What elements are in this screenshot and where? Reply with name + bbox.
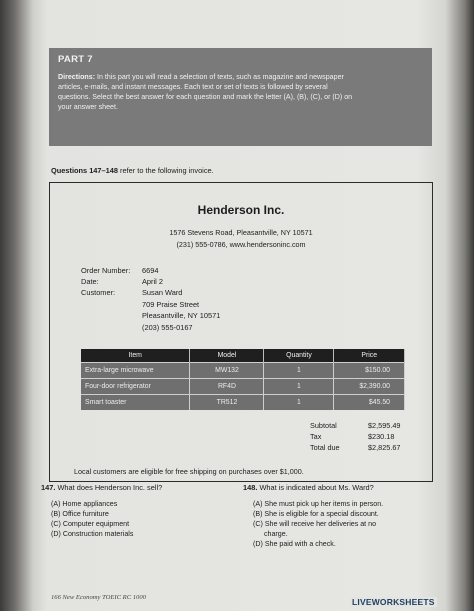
- subtotal-label: Subtotal: [310, 421, 337, 430]
- question-147-text: What does Henderson Inc. sell?: [55, 483, 163, 492]
- shipping-note: Local customers are eligible for free shipping on purchases over $1,000.: [74, 467, 304, 476]
- model-cell: RF4D: [190, 379, 264, 395]
- table-row: [81, 379, 405, 395]
- model-cell: TR512: [190, 395, 264, 411]
- q148-option-d[interactable]: (D) She paid with a check.: [253, 540, 336, 548]
- model-cell: MW132: [190, 363, 264, 379]
- customer-street: 709 Praise Street: [142, 300, 200, 309]
- price-cell: $150.00: [334, 363, 405, 379]
- directions-line-4: your answer sheet.: [58, 103, 118, 111]
- part-title: PART 7: [58, 54, 93, 65]
- liveworksheets-logo: LIVEWORKSHEETS: [352, 597, 435, 607]
- company-contact: (231) 555-0786, www.hendersoninc.com: [176, 240, 306, 249]
- page-footer: 166 New Economy TOEIC RC 1000: [51, 594, 146, 601]
- directions-label: Directions:: [58, 73, 96, 81]
- subtotal-value: $2,595.49: [368, 421, 401, 430]
- column-header-quantity: Quantity: [264, 349, 334, 363]
- invoice-items-table: [81, 349, 405, 410]
- question-147-number: 147.: [41, 483, 56, 492]
- item-cell: Smart toaster: [81, 395, 190, 411]
- q147-option-d[interactable]: (D) Construction materials: [51, 530, 134, 538]
- item-cell: Four-door refrigerator: [81, 379, 190, 395]
- question-148-number: 148.: [243, 483, 258, 492]
- invoice-box: [49, 182, 433, 482]
- item-cell: Extra-large microwave: [81, 363, 190, 379]
- price-cell: $45.50: [334, 395, 405, 411]
- customer-name: Susan Ward: [142, 288, 183, 297]
- directions-line-1: In this part you will read a selection of texts, such as magazine and newspaper: [95, 73, 344, 81]
- quantity-cell: 1: [264, 379, 334, 395]
- customer-city: Pleasantville, NY 10571: [142, 311, 221, 320]
- q148-option-c-line-2: charge.: [264, 530, 288, 538]
- question-148: [243, 483, 374, 492]
- company-name: Henderson Inc.: [197, 203, 285, 217]
- customer-phone: (203) 555-0167: [142, 323, 193, 332]
- total-due-label: Total due: [310, 443, 340, 452]
- customer-label: Customer:: [81, 288, 116, 297]
- part-banner: [49, 48, 432, 146]
- q148-option-b[interactable]: (B) She is eligible for a special discount.: [253, 510, 379, 518]
- questions-intro-text: refer to the following invoice.: [117, 166, 214, 175]
- q148-option-c[interactable]: [253, 519, 376, 539]
- column-header-item: Item: [81, 349, 190, 363]
- date-label: Date:: [81, 277, 99, 286]
- tax-value: $230.18: [368, 432, 395, 441]
- q147-option-b[interactable]: (B) Office furniture: [51, 510, 109, 518]
- questions-intro: [51, 166, 214, 175]
- q148-option-a[interactable]: (A) She must pick up her items in person.: [253, 500, 384, 508]
- table-row: [81, 363, 405, 379]
- company-address: 1576 Stevens Road, Pleasantville, NY 10571: [169, 228, 313, 237]
- order-number-value: 6694: [142, 266, 159, 275]
- q147-option-a[interactable]: (A) Home appliances: [51, 500, 118, 508]
- directions-line-3: questions. Select the best answer for each question and mark the letter (A), (B), (C), or (D) on: [58, 93, 353, 101]
- column-header-model: Model: [190, 349, 264, 363]
- question-148-text: What is indicated about Ms. Ward?: [257, 483, 374, 492]
- order-number-label: Order Number:: [81, 266, 131, 275]
- date-value: April 2: [142, 277, 163, 286]
- table-header-row: [81, 349, 405, 363]
- workbook-page: [31, 36, 443, 602]
- column-header-price: Price: [334, 349, 405, 363]
- questions-range: Questions 147–148: [51, 166, 118, 175]
- price-cell: $2,390.00: [334, 379, 405, 395]
- tax-label: Tax: [310, 432, 322, 441]
- quantity-cell: 1: [264, 363, 334, 379]
- directions-line-2: articles, e-mails, and instant messages. Each text or set of texts is followed by several: [58, 83, 328, 91]
- quantity-cell: 1: [264, 395, 334, 411]
- total-due-value: $2,825.67: [368, 443, 401, 452]
- table-row: [81, 395, 405, 411]
- question-147: [41, 483, 162, 492]
- q148-option-c-line-1: (C) She will receive her deliveries at no: [253, 520, 377, 528]
- directions-text: [58, 72, 423, 112]
- q147-option-c[interactable]: (C) Computer equipment: [51, 520, 130, 528]
